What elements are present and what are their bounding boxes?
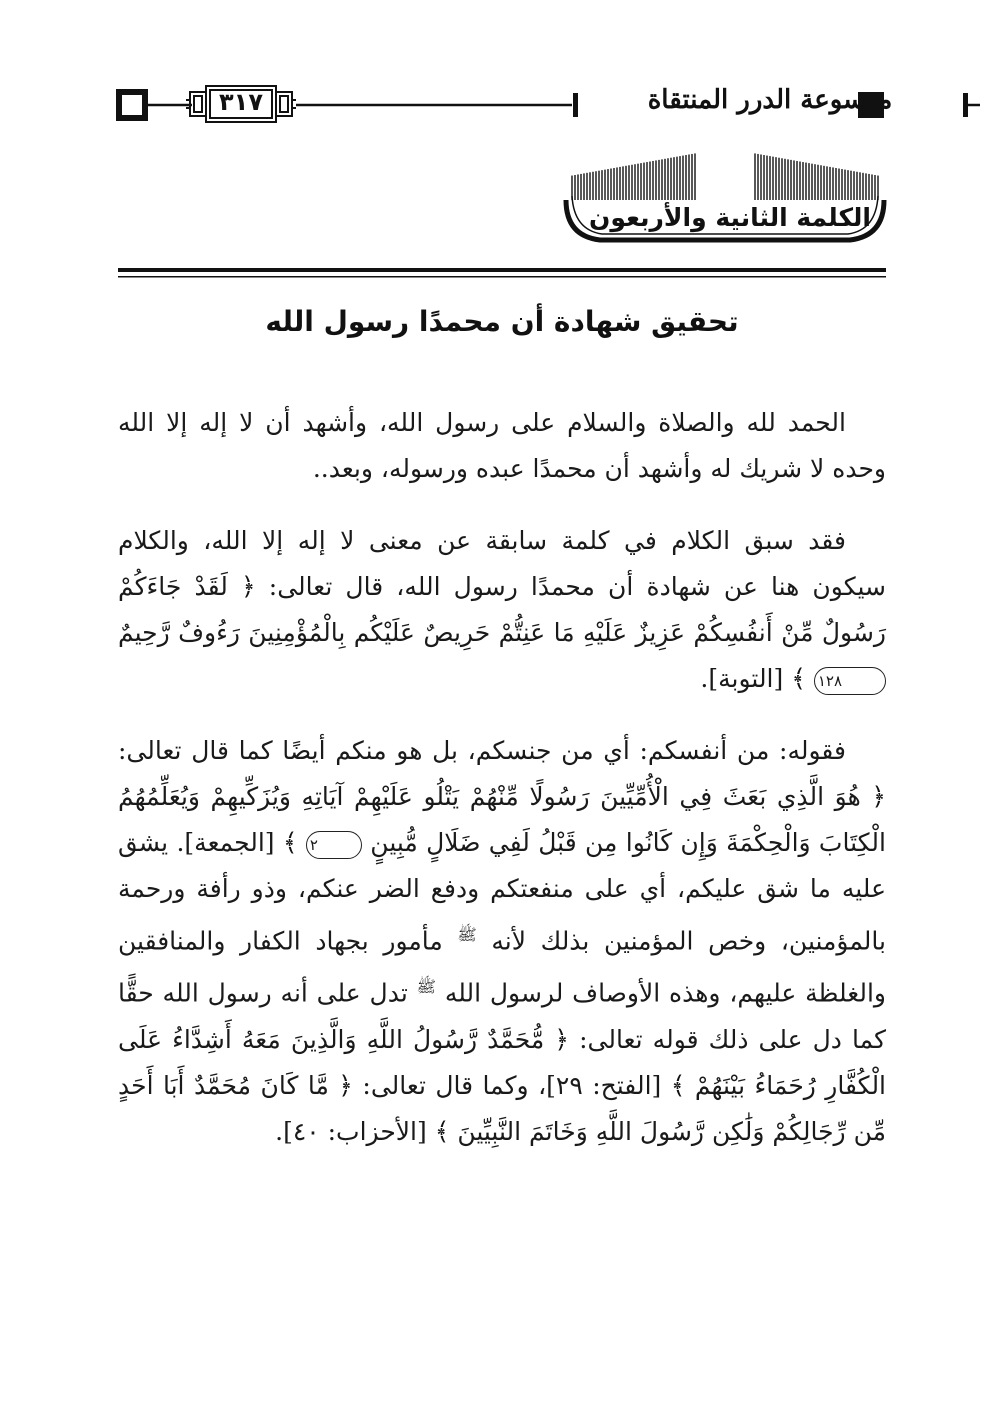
p3-text-a: فقوله: من أنفسكم: أي من جنسكم، بل هو منكم أيضًا كما قال تعالى: (118, 736, 846, 765)
p3-text-c: مأمور بجهاد الكفار والمنافقين والغلظة عليهم، وهذه الأوصاف لرسول الله (118, 926, 887, 1008)
article-body (118, 400, 886, 1181)
chapter-label: الكلمة الثانية والأربعون (589, 203, 871, 232)
salutation-mark: ﷺ (457, 925, 477, 944)
verse-close-ornament: ﴾ (791, 664, 806, 693)
p2-text: فقد سبق الكلام في كلمة سابقة عن معنى لا إله إلا الله، والكلام سيكون هنا عن شهادة أن محمدًا رسول الله، قال تعالى: (118, 526, 887, 601)
chapter-hatching (572, 153, 878, 200)
quran-verse-tawba: لَقَدْ جَاءَكُمْ رَسُولٌ مِّنْ أَنفُسِكُمْ عَزِيزٌ عَلَيْهِ مَا عَنِتُّمْ حَرِيصٌ عَلَيْكُم بِالْمُؤْمِنِينَ رَءُوفٌ رَّحِيمٌ (118, 572, 886, 647)
paragraph-3 (118, 728, 886, 1155)
paragraph-2 (118, 518, 886, 702)
ref-ahzab: [الأحزاب: ٤٠]. (275, 1116, 427, 1146)
verse-close-ornament: ﴾ (670, 1070, 686, 1100)
quran-verse-jumuah: هُوَ الَّذِي بَعَثَ فِي الْأُمِّيِّينَ رَسُولًا مِّنْهُمْ يَتْلُو عَلَيْهِمْ آيَاتِهِ وَيُزَكِّيهِمْ وَيُعَلِّمُهُمُ الْكِتَابَ وَالْحِكْمَةَ وَإِن كَانُوا مِن قَبْلُ لَفِي ضَلَالٍ مُّبِينٍ (118, 782, 886, 857)
verse-open-ornament: ﴿ (871, 782, 886, 811)
p3-text-e: وكما قال تعالى: (362, 1070, 529, 1100)
verse-close-ornament: ﴾ (434, 1116, 450, 1146)
verse-number-128: ١٢٨ (814, 667, 886, 695)
series-title: موسوعة الدرر المنتقاة (647, 85, 893, 115)
article-title: تحقيق شهادة أن محمدًا رسول الله (265, 305, 739, 338)
header-rule-thick (118, 268, 886, 272)
header-rule-thin (118, 276, 886, 278)
ref-jumuah: [الجمعة]. (176, 828, 275, 857)
page-number: ٣١٧ (219, 88, 263, 116)
verse-open-ornament: ﴿ (241, 572, 256, 601)
paragraph-1: الحمد لله والصلاة والسلام على رسول الله، وأشهد أن لا إله إلا الله وحده لا شريك له وأشهد أن محمدًا عبده ورسوله، وبعد.. (118, 408, 886, 483)
p3-text-b: يشق عليه ما شق عليكم، أي على منفعتكم ودفع الضر عنكم، وذو رأفة ورحمة بالمؤمنين، وخص المؤمنين بذلك لأنه (118, 828, 886, 956)
verse-open-ornament: ﴿ (554, 1024, 569, 1054)
quran-verse-ahzab: مَّا كَانَ مُحَمَّدٌ أَبَا أَحَدٍ مِّن رِّجَالِكُمْ وَلَٰكِن رَّسُولَ اللَّهِ وَخَاتَمَ النَّبِيِّينَ (118, 1070, 886, 1146)
verse-number-2: ٢ (306, 831, 362, 859)
salutation-mark: ﷺ (416, 977, 436, 997)
verse-open-ornament: ﴿ (338, 1070, 353, 1100)
header-left-square (119, 92, 145, 118)
ref-tawba: [التوبة]. (700, 664, 784, 693)
quran-verse-fath: مُّحَمَّدٌ رَّسُولُ اللَّهِ وَالَّذِينَ مَعَهُ أَشِدَّاءُ عَلَى الْكُفَّارِ رُحَمَاءُ بَيْنَهُمْ (118, 1024, 887, 1100)
header-ornament (0, 0, 1004, 290)
verse-close-ornament: ﴾ (282, 828, 298, 857)
ref-fath: [الفتح: ٢٩]، (538, 1070, 662, 1100)
p3-text-d: تدل على أنه رسول الله حقًّا كما دل على ذلك قوله تعالى: (118, 978, 886, 1054)
